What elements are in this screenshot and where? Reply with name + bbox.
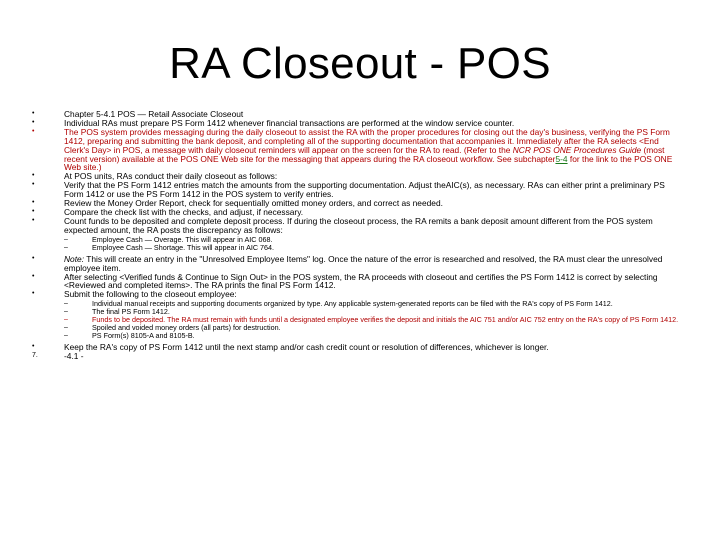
dash-marker: – — [64, 332, 68, 340]
bullet-marker: • — [32, 199, 35, 207]
list-item — [32, 128, 682, 173]
sub-list-item-text: Employee Cash — Overage. This will appear in AIC 068. — [92, 234, 273, 244]
dash-marker: – — [64, 324, 68, 332]
guide-title: NCR POS ONE Procedures Guide — [512, 144, 642, 155]
list-item-text: Count funds to be deposited and complete deposit process. If during the closeout process, the RA remits a bank deposit amount different from the POS system expected amount, the RA posts the discrepancy as follows: — [64, 215, 653, 235]
bullet-marker: • — [32, 254, 35, 262]
bullet-marker: • — [32, 216, 35, 224]
list-item — [32, 181, 682, 199]
sub-list-item-text: The final PS Form 1412. — [92, 307, 170, 317]
bullet-marker: • — [32, 207, 35, 215]
number-marker: 7. — [32, 352, 38, 360]
sub-list-item-text: Individual manual receipts and supporting documents organized by type. Any applicable system-generated reports can be filed with the RA's copy of PS Form 1412. — [92, 299, 613, 309]
dash-marker: – — [64, 300, 68, 308]
list-item — [32, 273, 682, 291]
bullet-marker: • — [32, 172, 35, 180]
bullet-marker: • — [32, 343, 35, 351]
list-item-text: Individual RAs must prepare PS Form 1412 whenever financial transactions are performed at the window service counter. — [64, 117, 515, 128]
list-item — [32, 352, 682, 361]
note-label: Note: — [64, 253, 85, 264]
list-item-text: Chapter 5-4.1 POS — Retail Associate Closeout — [64, 109, 244, 119]
bullet-marker: • — [32, 272, 35, 280]
list-item-text — [64, 255, 682, 273]
dash-marker: – — [64, 308, 68, 316]
bullet-marker: • — [32, 110, 35, 117]
list-item — [32, 343, 682, 352]
list-item-text: Compare the check list with the checks, and adjust, if necessary. — [64, 206, 304, 217]
sub-list-item-text: Employee Cash — Shortage. This will appear in AIC 764. — [92, 242, 275, 252]
bullet-marker: • — [32, 181, 35, 189]
sub-list-item — [32, 332, 682, 340]
bullet-marker: • — [32, 127, 35, 135]
list-item — [32, 290, 682, 299]
dash-marker: – — [64, 316, 68, 324]
bullet-marker: • — [32, 118, 35, 126]
text-segment: for the link to the POS ONE Web site.) — [64, 153, 673, 173]
list-item-text — [64, 128, 682, 173]
subchapter-link[interactable]: 5-4 — [555, 153, 568, 164]
slide-title: RA Closeout - POS — [169, 39, 551, 88]
dash-marker: – — [64, 243, 68, 251]
text-segment: (most recent version) available at the POS ONE Web site for the messaging that appears during the RA closeout workflow. See subchapter — [64, 144, 665, 164]
page-number-text: -4.1 - — [64, 351, 84, 362]
dash-marker: – — [64, 235, 68, 243]
text-segment: This will create an entry in the "Unresolved Employee Items" log. Once the nature of the error is researched and resolved, the RA must clear the unresolved employee item. — [64, 253, 663, 273]
list-item — [32, 217, 682, 235]
list-item-text: Review the Money Order Report, check for sequentially omitted money orders, and correct as needed. — [64, 198, 443, 209]
list-item-text: Verify that the PS Form 1412 entries match the amounts from the supporting documentation. Adjust theAIC(s), as necessary. RAs can either print a preliminary PS Form 1412 or use the PS Form 1412 in the POS system to verify entries. — [64, 180, 665, 200]
list-item-text: Keep the RA's copy of PS Form 1412 until the next stamp and/or cash credit count or resolution of differences, whichever is longer. — [64, 342, 549, 353]
slide-body — [32, 110, 682, 361]
list-item-text: At POS units, RAs conduct their daily closeout as follows: — [64, 171, 278, 182]
bullet-marker: • — [32, 290, 35, 298]
list-item-text: Submit the following to the closeout employee: — [64, 289, 237, 300]
list-item-text: After selecting <Verified funds & Continue to Sign Out> in the POS system, the RA proceeds with closeout and certifies the PS Form 1412 is correct by selecting <Reviewed and completed items>. The RA prints the final PS Form 1412. — [64, 271, 658, 291]
sub-list-item — [32, 244, 682, 252]
sub-list-item-text: Funds to be deposited. The RA must remain with funds until a designated employee verifies the deposit and initials the AIC 751 and/or AIC 752 entry on the RA's copy of PS Form 1412. — [92, 315, 679, 325]
text-segment: The POS system provides messaging during the daily closeout to assist the RA with the proper procedures for closing out the day's business, verifying the PS Form 1412, preparing and submitting the bank deposit, and completing all of the supporting documentation that accompanies it. Immediately after the RA selects <End Clerk's Day> in POS, a message with daily closeout reminders will appear on the screen for the RA to read. (Refer to the — [64, 126, 670, 155]
sub-list-item-text: PS Form(s) 8105-A and 8105-B. — [92, 331, 195, 341]
sub-list-item-text: Spoiled and voided money orders (all parts) for destruction. — [92, 323, 281, 333]
list-item — [32, 255, 682, 273]
